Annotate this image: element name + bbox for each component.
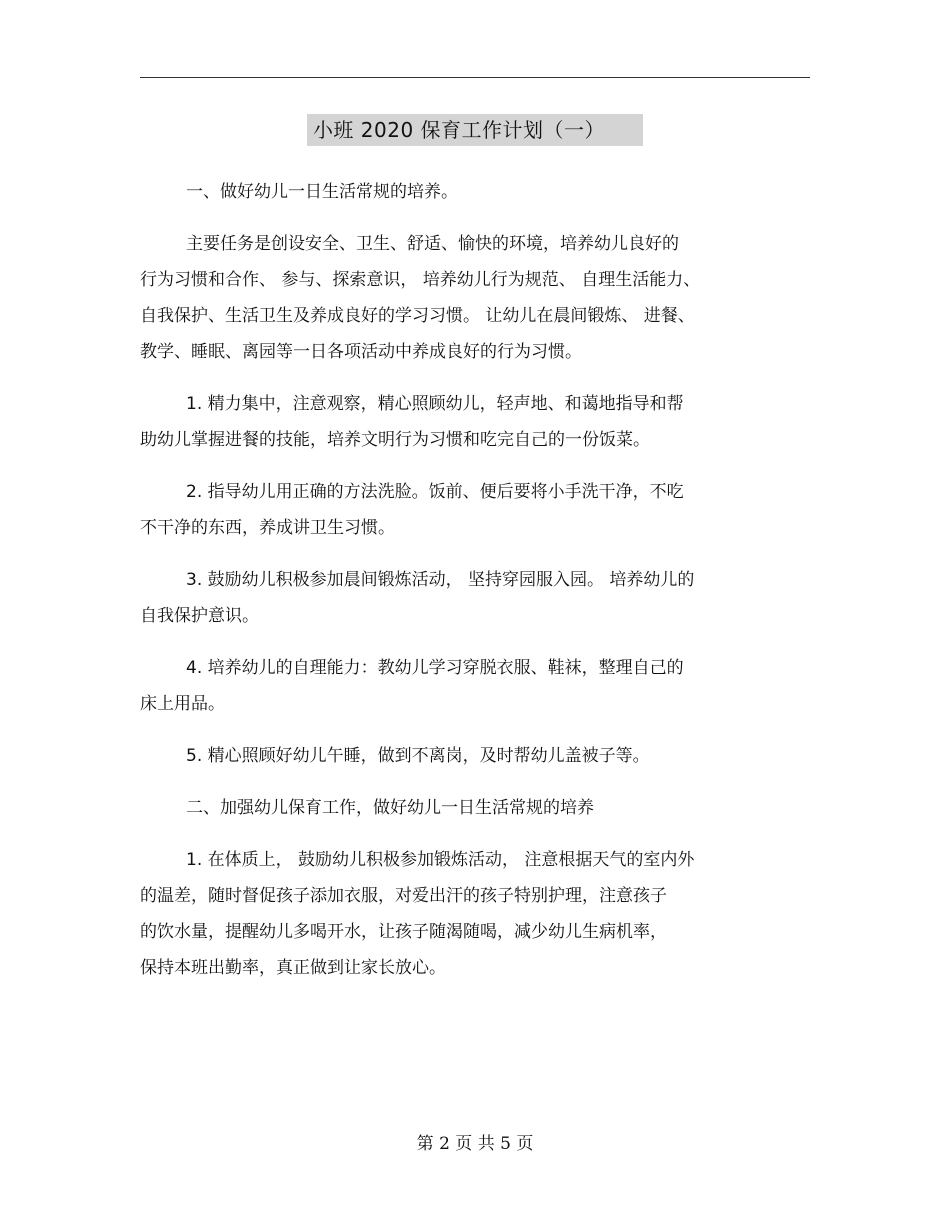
page-number-footer: 第 2 页 共 5 页 [416, 1134, 534, 1154]
section-2-item-1 [140, 842, 820, 986]
text-line: 2. 指导幼儿用正确的方法洗脸。饭前、便后要将小手洗干净，不吃 [186, 482, 684, 502]
text-line: 行为习惯和合作、 参与、探索意识， 培养幼儿行为规范、 自理生活能力、 [140, 270, 701, 290]
text-line: 二、加强幼儿保育工作，做好幼儿一日生活常规的培养 [186, 798, 594, 818]
text-line: 床上用品。 [140, 694, 225, 714]
text-line: 不干净的东西，养成讲卫生习惯。 [140, 518, 395, 538]
text-line: 教学、睡眠、离园等一日各项活动中养成良好的行为习惯。 [140, 342, 582, 362]
list-item-2 [140, 474, 820, 546]
text-line: 3. 鼓励幼儿积极参加晨间锻炼活动， 坚持穿园服入园。 培养幼儿的 [186, 570, 695, 590]
section-heading-2 [140, 790, 820, 826]
text-line: 助幼儿掌握进餐的技能，培养文明行为习惯和吃完自己的一份饭菜。 [140, 430, 650, 450]
text-line: 的饮水量，提醒幼儿多喝开水，让孩子随渴随喝，减少幼儿生病机率， [140, 922, 667, 942]
list-item-5 [140, 738, 820, 774]
text-line: 一、做好幼儿一日生活常规的培养。 [186, 182, 458, 202]
list-item-4 [140, 650, 820, 722]
text-line: 1. 在体质上， 鼓励幼儿积极参加锻炼活动， 注意根据天气的室内外 [186, 850, 695, 870]
list-item-3 [140, 562, 820, 634]
title-container [0, 114, 950, 146]
text-line: 保持本班出勤率，真正做到让家长放心。 [140, 958, 446, 978]
list-item-1 [140, 386, 820, 458]
text-line: 5. 精心照顾好幼儿午睡，做到不离岗，及时帮幼儿盖被子等。 [186, 746, 650, 766]
intro-paragraph [140, 226, 820, 370]
text-line: 自我保护意识。 [140, 606, 259, 626]
text-line: 的温差，随时督促孩子添加衣服，对爱出汗的孩子特别护理，注意孩子 [140, 886, 667, 906]
document-title: 小班 2020 保育工作计划（一） [307, 114, 643, 146]
document-body [140, 174, 820, 1002]
section-heading-1 [140, 174, 820, 210]
text-line: 4. 培养幼儿的自理能力：教幼儿学习穿脱衣服、鞋袜，整理自己的 [186, 658, 684, 678]
text-line: 自我保护、生活卫生及养成良好的学习习惯。 让幼儿在晨间锻炼、 进餐、 [140, 306, 695, 326]
text-line: 1. 精力集中，注意观察，精心照顾幼儿，轻声地、和蔼地指导和帮 [186, 394, 684, 414]
header-rule [140, 77, 810, 78]
text-line: 主要任务是创设安全、卫生、舒适、愉快的环境，培养幼儿良好的 [186, 234, 679, 254]
